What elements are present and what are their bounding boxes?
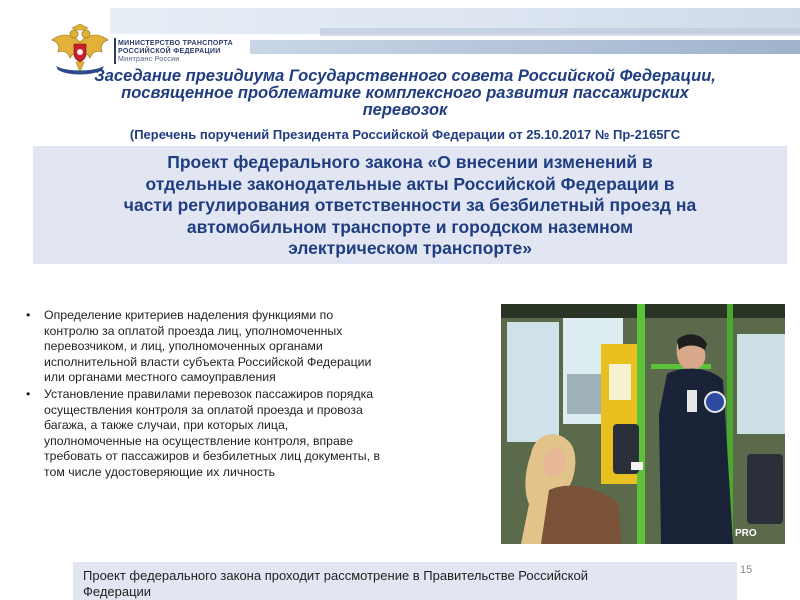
page-title <box>10 68 800 119</box>
bullet-line: уполномоченные на осуществление контроля, вправе <box>44 433 354 448</box>
page-subtitle: (Перечень поручений Президента Российской Федерации от 25.10.2017 № Пр-2165ГС <box>129 127 681 142</box>
ministry-line-2: РОССИЙСКОЙ ФЕДЕРАЦИИ <box>118 48 221 55</box>
bullet-item <box>24 308 479 386</box>
law-project-text <box>40 152 780 260</box>
bullet-line: контролю за оплатой проезда лиц, уполномоченных <box>44 323 343 338</box>
footer-text <box>83 568 723 600</box>
bullet-line: багажа, а также случаи, при которых лица, <box>44 418 289 433</box>
bus-inspection-photo <box>501 304 785 544</box>
bullet-line: требовать от пассажиров и безбилетных лиц документы, в <box>44 449 381 464</box>
footer-line-1: Проект федерального закона проходит рассмотрение в Правительстве Российской <box>83 568 588 583</box>
title-line-2: посвященное проблематике комплексного развития пассажирских <box>121 84 689 102</box>
title-line-3: перевозок <box>362 101 448 119</box>
bullet-item <box>24 387 479 481</box>
page-number: 15 <box>740 564 753 576</box>
bullet-line: исполнительной власти субъекта Российской Федерации <box>44 354 372 369</box>
bullet-line: Определение критериев наделения функциями по <box>44 308 334 322</box>
title-line-1: Заседание президиума Государственного совета Российской Федерации, <box>94 67 716 85</box>
bullet-dot-icon: • <box>26 308 31 322</box>
law-line-1: Проект федерального закона «О внесении изменений в <box>167 152 653 172</box>
photo-watermark: PRO <box>735 528 757 539</box>
bullet-dot-icon: • <box>26 386 31 401</box>
law-line-4: автомобильном транспорте и городском наземном <box>186 216 634 237</box>
bullet-line: осуществления контроля за оплатой проезда и провоза <box>44 402 363 417</box>
bullet-line: или органами местного самоуправления <box>44 370 276 385</box>
law-line-5: электрическом транспорте» <box>288 238 532 258</box>
bullet-line: том числе удостоверяющие их личность <box>44 464 276 479</box>
header-stripe <box>250 40 800 54</box>
ministry-divider <box>114 38 116 64</box>
bus-interior-image <box>501 304 785 544</box>
law-line-2: отдельные законодательные акты Российской Федерации в <box>145 173 675 194</box>
bullet-list <box>24 308 479 482</box>
bullet-line: Установление правилами перевозок пассажиров порядка <box>44 386 374 401</box>
ministry-line-1: МИНИСТЕРСТВО ТРАНСПОРТА <box>118 40 234 47</box>
law-line-3: части регулирования ответственности за безбилетный проезд на <box>123 195 697 215</box>
bullet-line: перевозчиком, и лиц, уполномоченных органами <box>44 339 323 354</box>
header-stripe-thin <box>320 28 800 36</box>
ministry-sub: Минтранс России <box>118 56 180 63</box>
ministry-name <box>118 40 258 64</box>
footer-line-2: Федерации <box>83 584 152 599</box>
